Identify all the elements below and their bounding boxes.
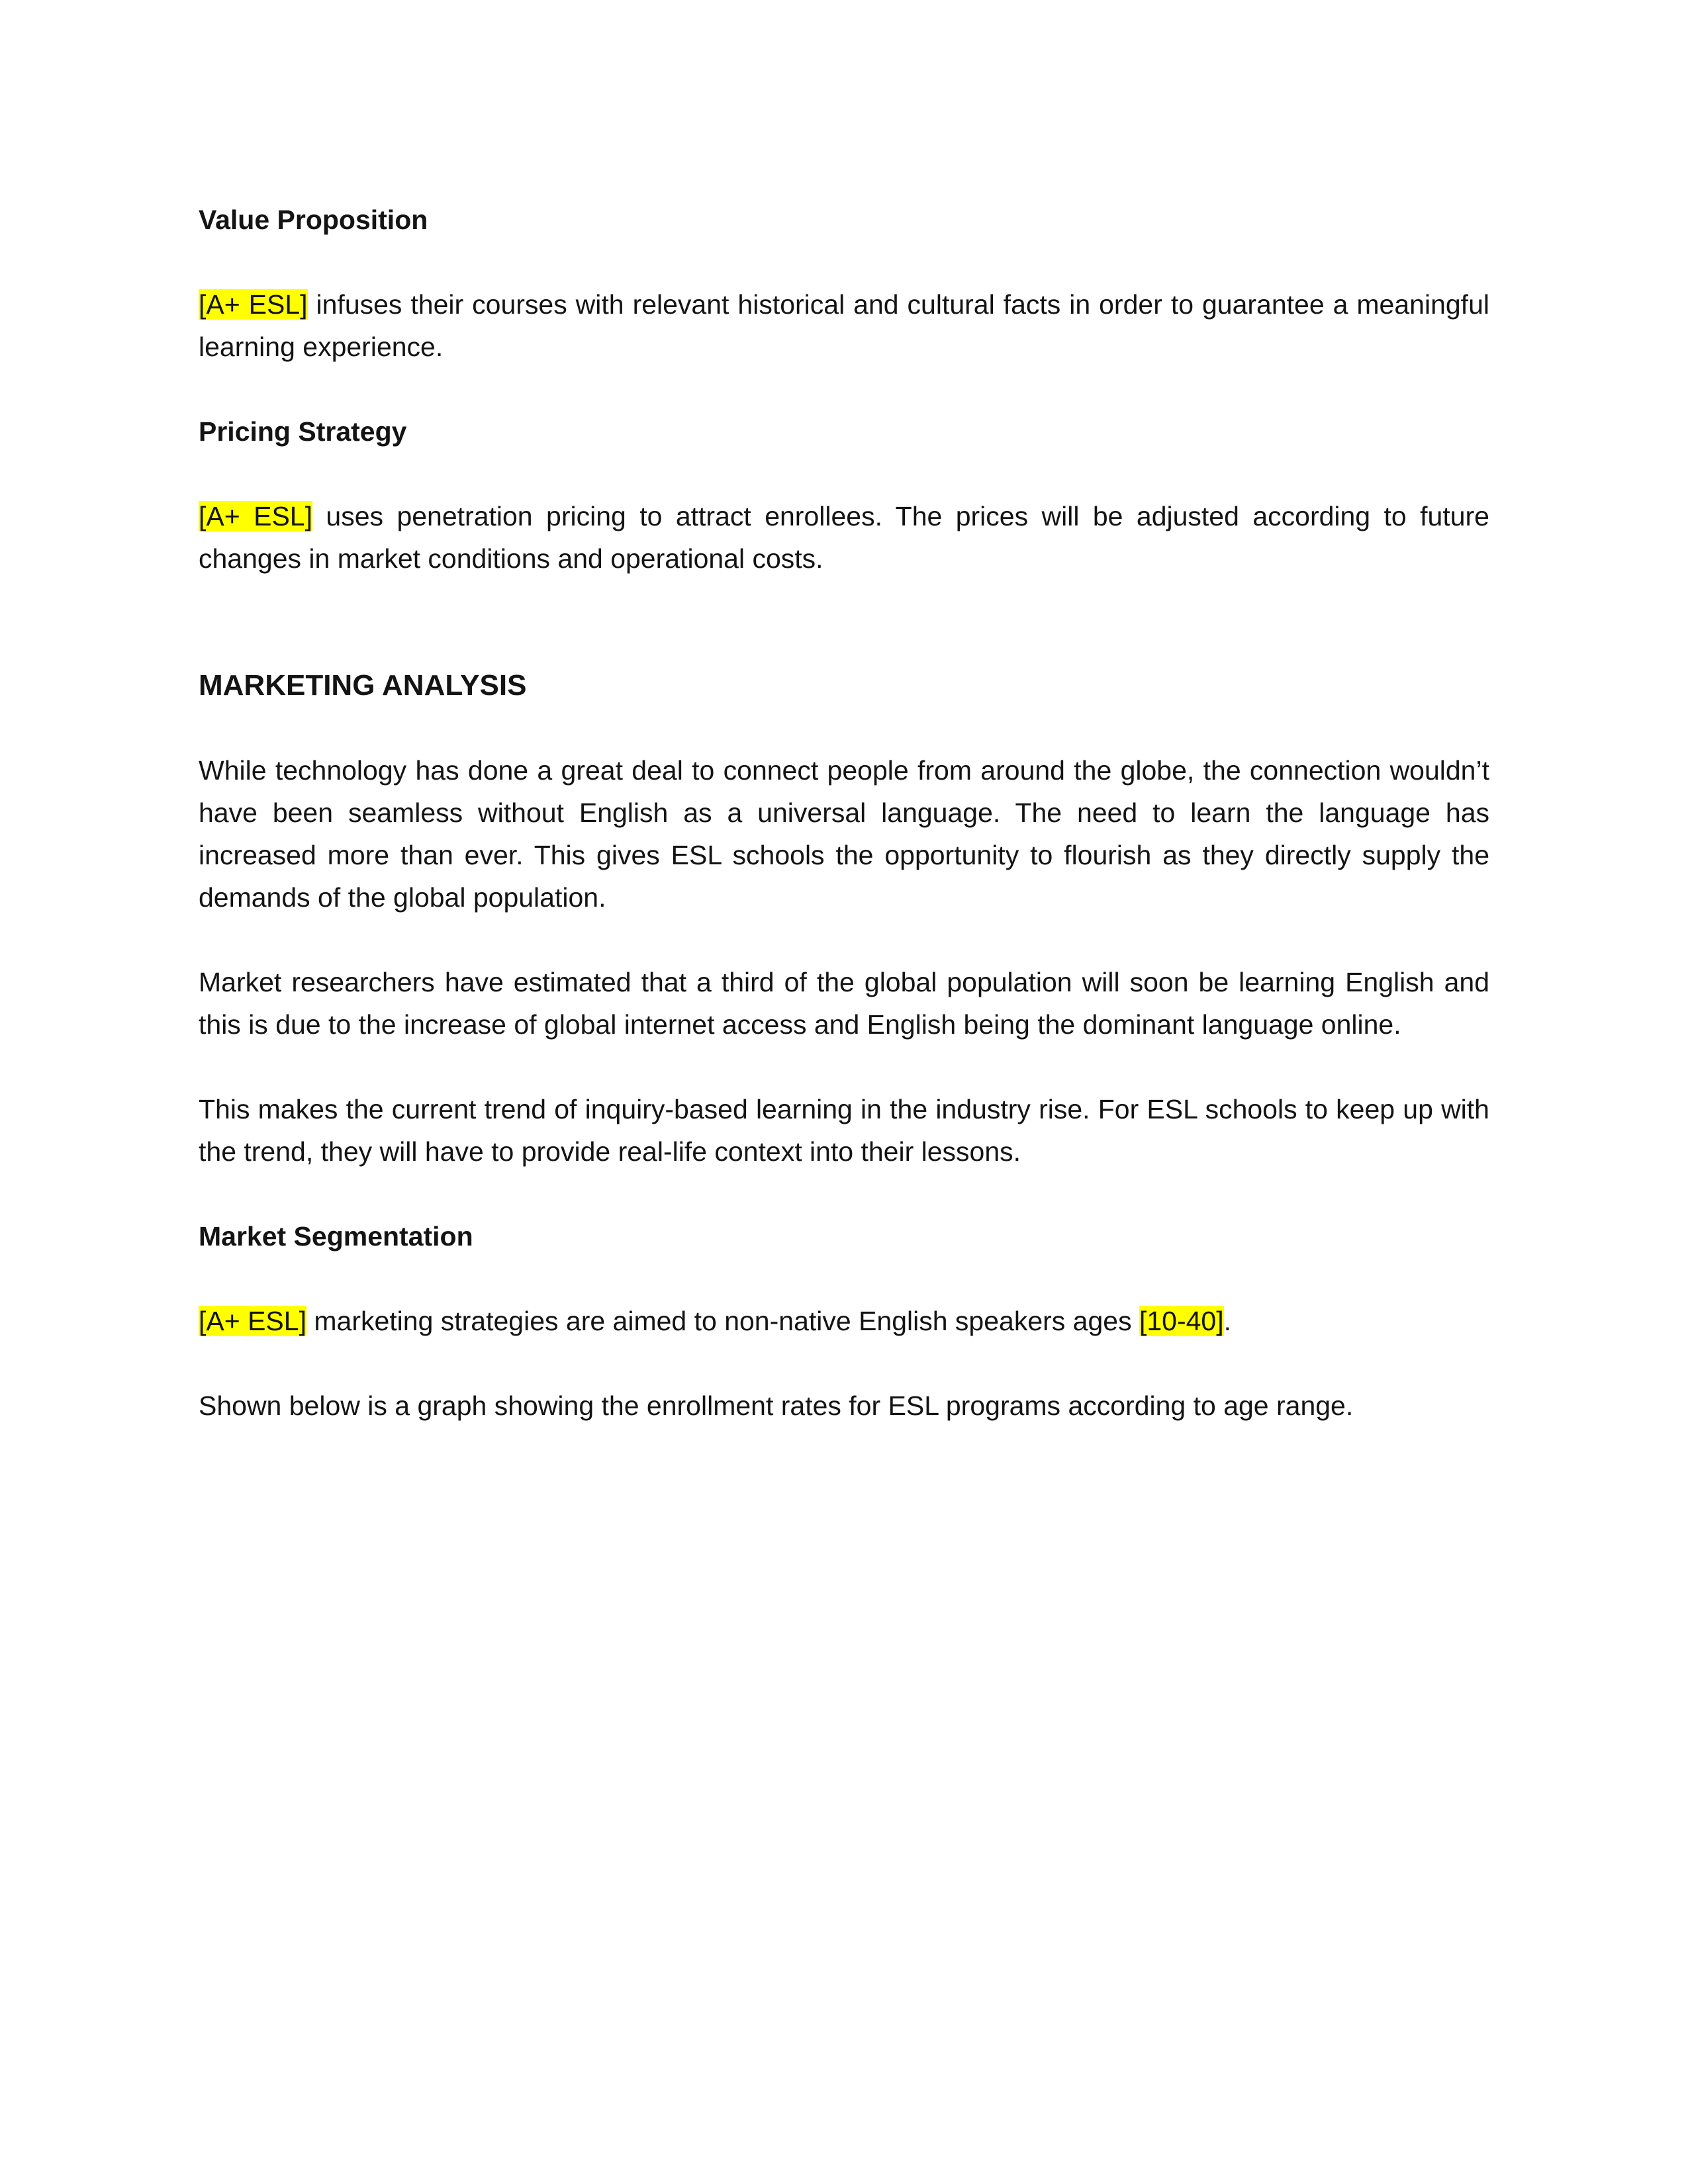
value-proposition-heading: Value Proposition — [199, 205, 428, 235]
value-proposition-text: infuses their courses with relevant historical and cultural facts in order to guarantee a meaningful learning experience. — [199, 289, 1489, 362]
market-segmentation-text: marketing strategies are aimed to non-native English speakers ages — [306, 1306, 1139, 1336]
pricing-strategy-heading: Pricing Strategy — [199, 416, 407, 447]
company-name-highlight: [A+ ESL] — [199, 501, 312, 531]
marketing-analysis-heading: MARKETING ANALYSIS — [199, 669, 527, 702]
market-segmentation-heading: Market Segmentation — [199, 1221, 473, 1251]
sentence-end: . — [1223, 1306, 1232, 1336]
value-proposition-paragraph — [199, 283, 1489, 368]
company-name-highlight: [A+ ESL] — [199, 1306, 306, 1336]
market-segmentation-paragraph — [199, 1300, 1489, 1342]
marketing-analysis-paragraph-1: While technology has done a great deal to connect people from around the globe, the connection wouldn’t have been seamless without English as a universal language. The need to learn the language has increased more than ever. This gives ESL schools the opportunity to flourish as they directly supply the demands of the global population. — [199, 755, 1489, 913]
pricing-strategy-text: uses penetration pricing to attract enrollees. The prices will be adjusted according to future changes in market conditions and operational costs. — [199, 501, 1489, 574]
age-range-highlight: [10-40] — [1139, 1306, 1224, 1336]
pricing-strategy-paragraph — [199, 495, 1489, 580]
marketing-analysis-paragraph-3: This makes the current trend of inquiry-based learning in the industry rise. For ESL schools to keep up with the trend, they will have to provide real-life context into their lessons. — [199, 1094, 1489, 1167]
document-page — [199, 199, 1489, 1427]
marketing-analysis-paragraph-2: Market researchers have estimated that a third of the global population will soon be learning English and this is due to the increase of global internet access and English being the dominant language online. — [199, 967, 1489, 1040]
company-name-highlight: [A+ ESL] — [199, 289, 308, 320]
graph-intro-paragraph: Shown below is a graph showing the enrollment rates for ESL programs according to age range. — [199, 1390, 1354, 1421]
